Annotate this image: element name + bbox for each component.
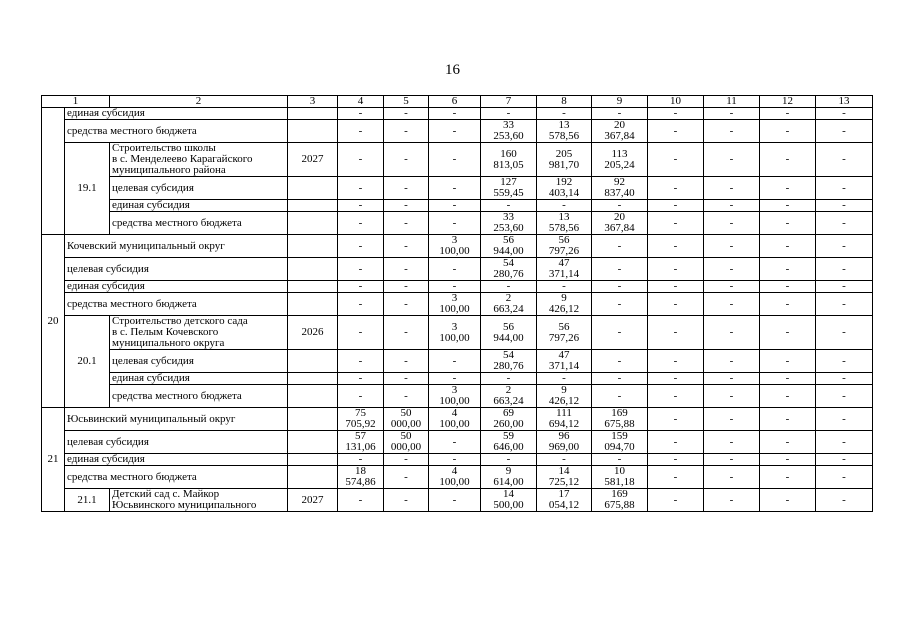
subgroup-number-cell: 21.1 <box>65 489 110 512</box>
table-body <box>42 96 873 512</box>
value-cell: - <box>592 235 648 258</box>
value-cell: - <box>760 212 816 235</box>
header-cell-10: 10 <box>648 96 704 108</box>
row-label: целевая субсидия <box>65 258 288 281</box>
value-cell: - <box>592 385 648 408</box>
value-cell: 69 260,00 <box>481 408 537 431</box>
value-cell: - <box>648 281 704 293</box>
value-cell: 14 500,00 <box>481 489 537 512</box>
value-cell: 47 371,14 <box>537 258 592 281</box>
value-cell: - <box>760 431 816 454</box>
page-number: 16 <box>445 62 460 78</box>
value-cell: - <box>592 258 648 281</box>
value-cell: - <box>648 350 704 373</box>
year-cell <box>288 431 338 454</box>
table-row <box>42 235 873 258</box>
value-cell: - <box>704 489 760 512</box>
budget-table <box>41 95 873 512</box>
value-cell: - <box>338 120 384 143</box>
row-label: целевая субсидия <box>110 177 288 200</box>
value-cell: - <box>384 108 429 120</box>
value-cell: 92 837,40 <box>592 177 648 200</box>
value-cell: 160 813,05 <box>481 143 537 177</box>
value-cell: - <box>760 489 816 512</box>
subgroup-number-cell: 19.1 <box>65 143 110 235</box>
value-cell: 9 426,12 <box>537 293 592 316</box>
value-cell: - <box>338 177 384 200</box>
value-cell: - <box>338 350 384 373</box>
value-cell: - <box>384 143 429 177</box>
table-row <box>42 108 873 120</box>
value-cell: - <box>384 454 429 466</box>
row-label: единая субсидия <box>65 281 288 293</box>
value-cell: - <box>760 177 816 200</box>
value-cell: - <box>338 489 384 512</box>
value-cell: - <box>481 281 537 293</box>
table-row <box>42 177 873 200</box>
year-cell <box>288 350 338 373</box>
value-cell: - <box>648 258 704 281</box>
group-number-cell <box>42 108 65 235</box>
value-cell: - <box>384 293 429 316</box>
value-cell: - <box>760 281 816 293</box>
value-cell: - <box>384 120 429 143</box>
value-cell: - <box>429 258 481 281</box>
table-row <box>42 454 873 466</box>
value-cell: - <box>384 235 429 258</box>
value-cell: - <box>816 316 873 350</box>
value-cell: 33 253,60 <box>481 212 537 235</box>
table-row <box>42 408 873 431</box>
table-row <box>42 293 873 316</box>
value-cell: - <box>704 454 760 466</box>
value-cell: - <box>338 316 384 350</box>
table-row <box>42 489 873 512</box>
value-cell: - <box>384 212 429 235</box>
table-row <box>42 316 873 350</box>
row-label: Детский сад с. Майкор Юсьвинского муниципального <box>110 489 288 512</box>
value-cell: - <box>760 258 816 281</box>
year-cell <box>288 373 338 385</box>
value-cell: 2 663,24 <box>481 293 537 316</box>
row-label: средства местного бюджета <box>110 212 288 235</box>
value-cell: - <box>648 408 704 431</box>
header-cell-7: 7 <box>481 96 537 108</box>
value-cell: - <box>704 177 760 200</box>
value-cell: - <box>704 235 760 258</box>
value-cell: - <box>760 454 816 466</box>
value-cell: - <box>704 200 760 212</box>
value-cell: - <box>816 385 873 408</box>
value-cell: 56 944,00 <box>481 316 537 350</box>
value-cell: - <box>760 350 816 373</box>
row-label: единая субсидия <box>110 200 288 212</box>
row-label: единая субсидия <box>110 373 288 385</box>
value-cell: - <box>481 373 537 385</box>
value-cell: 13 578,56 <box>537 120 592 143</box>
year-cell: 2027 <box>288 143 338 177</box>
value-cell: - <box>481 200 537 212</box>
value-cell: - <box>760 316 816 350</box>
year-cell <box>288 200 338 212</box>
value-cell: - <box>481 108 537 120</box>
value-cell: - <box>429 108 481 120</box>
value-cell: 18 574,86 <box>338 466 384 489</box>
value-cell: - <box>429 177 481 200</box>
value-cell: - <box>537 200 592 212</box>
value-cell: - <box>816 120 873 143</box>
value-cell: - <box>429 350 481 373</box>
value-cell: - <box>648 235 704 258</box>
value-cell: - <box>704 431 760 454</box>
value-cell: - <box>429 431 481 454</box>
value-cell: - <box>537 373 592 385</box>
value-cell: 47 371,14 <box>537 350 592 373</box>
value-cell: - <box>338 200 384 212</box>
value-cell: 159 094,70 <box>592 431 648 454</box>
value-cell: 50 000,00 <box>384 408 429 431</box>
value-cell: - <box>592 373 648 385</box>
value-cell: - <box>384 281 429 293</box>
value-cell: - <box>760 385 816 408</box>
value-cell: - <box>648 108 704 120</box>
value-cell: 56 797,26 <box>537 316 592 350</box>
value-cell: 96 969,00 <box>537 431 592 454</box>
value-cell: - <box>704 350 760 373</box>
table-row <box>42 143 873 177</box>
value-cell: - <box>429 454 481 466</box>
table-row <box>42 200 873 212</box>
row-label: средства местного бюджета <box>65 466 288 489</box>
value-cell: - <box>816 143 873 177</box>
value-cell: - <box>760 235 816 258</box>
table-row <box>42 258 873 281</box>
row-label: Юсьвинский муниципальный округ <box>65 408 288 431</box>
year-cell <box>288 408 338 431</box>
value-cell: 56 797,26 <box>537 235 592 258</box>
year-cell <box>288 293 338 316</box>
value-cell: - <box>648 212 704 235</box>
value-cell: - <box>816 235 873 258</box>
header-cell-11: 11 <box>704 96 760 108</box>
value-cell: 59 646,00 <box>481 431 537 454</box>
value-cell: - <box>648 373 704 385</box>
value-cell: - <box>816 108 873 120</box>
value-cell: - <box>338 454 384 466</box>
value-cell: 14 725,12 <box>537 466 592 489</box>
value-cell: - <box>592 108 648 120</box>
value-cell: - <box>384 177 429 200</box>
value-cell: - <box>429 120 481 143</box>
value-cell: - <box>648 385 704 408</box>
header-cell-2: 2 <box>110 96 288 108</box>
value-cell: - <box>429 212 481 235</box>
value-cell: 3 100,00 <box>429 316 481 350</box>
value-cell: - <box>592 293 648 316</box>
value-cell: 9 426,12 <box>537 385 592 408</box>
header-cell-5: 5 <box>384 96 429 108</box>
header-cell-9: 9 <box>592 96 648 108</box>
value-cell: 127 559,45 <box>481 177 537 200</box>
value-cell: - <box>816 293 873 316</box>
value-cell: 20 367,84 <box>592 120 648 143</box>
value-cell: - <box>816 431 873 454</box>
value-cell: - <box>704 120 760 143</box>
value-cell: - <box>760 108 816 120</box>
value-cell: - <box>648 120 704 143</box>
value-cell: - <box>704 408 760 431</box>
value-cell: - <box>648 200 704 212</box>
value-cell: - <box>384 200 429 212</box>
value-cell: - <box>384 350 429 373</box>
value-cell: 3 100,00 <box>429 385 481 408</box>
value-cell: 57 131,06 <box>338 431 384 454</box>
value-cell: - <box>648 454 704 466</box>
value-cell: 3 100,00 <box>429 293 481 316</box>
value-cell: - <box>384 466 429 489</box>
header-cell-13: 13 <box>816 96 873 108</box>
header-cell-4: 4 <box>338 96 384 108</box>
value-cell: - <box>704 212 760 235</box>
row-label: средства местного бюджета <box>65 120 288 143</box>
subgroup-number-cell: 20.1 <box>65 316 110 408</box>
value-cell: - <box>537 108 592 120</box>
value-cell: - <box>429 143 481 177</box>
year-cell <box>288 258 338 281</box>
value-cell: - <box>704 466 760 489</box>
row-label: средства местного бюджета <box>65 293 288 316</box>
value-cell: - <box>816 466 873 489</box>
row-label: Кочевский муниципальный округ <box>65 235 288 258</box>
value-cell: - <box>648 431 704 454</box>
year-cell <box>288 120 338 143</box>
value-cell: - <box>537 281 592 293</box>
value-cell: 169 675,88 <box>592 489 648 512</box>
value-cell: - <box>338 235 384 258</box>
value-cell: - <box>384 316 429 350</box>
table-row <box>42 120 873 143</box>
value-cell: - <box>704 108 760 120</box>
value-cell: - <box>760 120 816 143</box>
year-cell <box>288 281 338 293</box>
value-cell: - <box>704 373 760 385</box>
value-cell: 205 981,70 <box>537 143 592 177</box>
value-cell: - <box>338 385 384 408</box>
value-cell: 13 578,56 <box>537 212 592 235</box>
value-cell: 33 253,60 <box>481 120 537 143</box>
value-cell: 17 054,12 <box>537 489 592 512</box>
year-cell <box>288 235 338 258</box>
value-cell: - <box>338 258 384 281</box>
value-cell: - <box>648 466 704 489</box>
table-row <box>42 431 873 454</box>
value-cell: - <box>384 385 429 408</box>
header-cell-12: 12 <box>760 96 816 108</box>
value-cell: - <box>816 177 873 200</box>
value-cell: - <box>592 350 648 373</box>
value-cell: - <box>338 143 384 177</box>
row-label: Строительство школы в с. Менделеево Карагайского муниципального района <box>110 143 288 177</box>
value-cell: - <box>704 143 760 177</box>
value-cell: - <box>648 143 704 177</box>
value-cell: - <box>816 212 873 235</box>
value-cell: - <box>704 385 760 408</box>
value-cell: - <box>760 200 816 212</box>
table-row <box>42 385 873 408</box>
value-cell: 4 100,00 <box>429 466 481 489</box>
year-cell: 2026 <box>288 316 338 350</box>
value-cell: - <box>338 212 384 235</box>
header-cell-1: 1 <box>42 96 110 108</box>
value-cell: - <box>592 200 648 212</box>
value-cell: - <box>429 489 481 512</box>
value-cell: - <box>648 316 704 350</box>
row-label: целевая субсидия <box>65 431 288 454</box>
header-cell-3: 3 <box>288 96 338 108</box>
value-cell: - <box>592 454 648 466</box>
value-cell: - <box>816 489 873 512</box>
value-cell: - <box>760 143 816 177</box>
value-cell: - <box>816 200 873 212</box>
value-cell: - <box>760 408 816 431</box>
value-cell: - <box>648 489 704 512</box>
value-cell: - <box>429 373 481 385</box>
value-cell: 169 675,88 <box>592 408 648 431</box>
row-label: средства местного бюджета <box>110 385 288 408</box>
value-cell: - <box>338 293 384 316</box>
table-row <box>42 281 873 293</box>
value-cell: - <box>537 454 592 466</box>
year-cell <box>288 466 338 489</box>
group-number-cell: 21 <box>42 408 65 512</box>
year-cell: 2027 <box>288 489 338 512</box>
value-cell: - <box>384 489 429 512</box>
value-cell: - <box>338 373 384 385</box>
value-cell: - <box>429 200 481 212</box>
value-cell: - <box>816 258 873 281</box>
value-cell: - <box>338 108 384 120</box>
value-cell: - <box>648 293 704 316</box>
value-cell: 111 694,12 <box>537 408 592 431</box>
value-cell: 4 100,00 <box>429 408 481 431</box>
year-cell <box>288 108 338 120</box>
value-cell: - <box>338 281 384 293</box>
value-cell: 20 367,84 <box>592 212 648 235</box>
table-row <box>42 212 873 235</box>
value-cell: 10 581,18 <box>592 466 648 489</box>
group-number-cell: 20 <box>42 235 65 408</box>
row-label: единая субсидия <box>65 108 288 120</box>
value-cell: - <box>704 316 760 350</box>
value-cell: 50 000,00 <box>384 431 429 454</box>
value-cell: 192 403,14 <box>537 177 592 200</box>
value-cell: - <box>760 373 816 385</box>
value-cell: - <box>816 408 873 431</box>
value-cell: - <box>760 466 816 489</box>
value-cell: - <box>429 281 481 293</box>
row-label: единая субсидия <box>65 454 288 466</box>
value-cell: - <box>481 454 537 466</box>
value-cell: - <box>384 373 429 385</box>
row-label: целевая субсидия <box>110 350 288 373</box>
value-cell: - <box>816 454 873 466</box>
year-cell <box>288 177 338 200</box>
value-cell: - <box>704 293 760 316</box>
value-cell: 9 614,00 <box>481 466 537 489</box>
table-row <box>42 466 873 489</box>
value-cell: 2 663,24 <box>481 385 537 408</box>
year-cell <box>288 385 338 408</box>
value-cell: - <box>704 258 760 281</box>
value-cell: 3 100,00 <box>429 235 481 258</box>
value-cell: 113 205,24 <box>592 143 648 177</box>
value-cell: - <box>592 281 648 293</box>
row-label: Строительство детского сада в с. Пелым Кочевского муниципального округа <box>110 316 288 350</box>
value-cell: - <box>648 177 704 200</box>
value-cell: - <box>816 350 873 373</box>
year-cell <box>288 454 338 466</box>
value-cell: 75 705,92 <box>338 408 384 431</box>
table-row <box>42 373 873 385</box>
table-row <box>42 350 873 373</box>
value-cell: - <box>816 281 873 293</box>
value-cell: 54 280,76 <box>481 258 537 281</box>
header-row <box>42 96 873 108</box>
year-cell <box>288 212 338 235</box>
value-cell: 56 944,00 <box>481 235 537 258</box>
value-cell: - <box>760 293 816 316</box>
value-cell: - <box>592 316 648 350</box>
value-cell: 54 280,76 <box>481 350 537 373</box>
value-cell: - <box>704 281 760 293</box>
value-cell: - <box>384 258 429 281</box>
header-cell-6: 6 <box>429 96 481 108</box>
header-cell-8: 8 <box>537 96 592 108</box>
value-cell: - <box>816 373 873 385</box>
